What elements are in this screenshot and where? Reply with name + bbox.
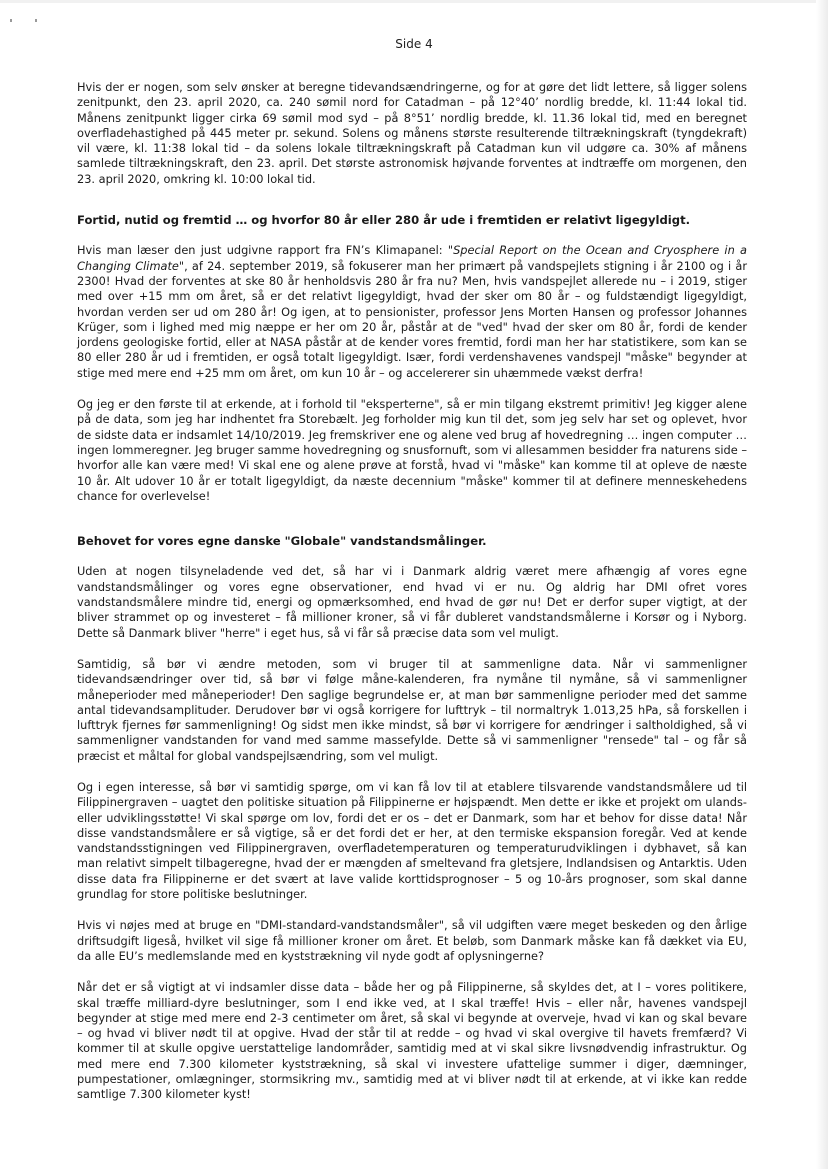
paragraph-zenith-calculation: Hvis der er nogen, som selv ønsker at beregne tidevandsændringerne, og for at gøre det lidt lettere, så ligger solens zenitpunkt, den 23. april 2020, ca. 240 sømil nord for Catadman – på 12°40’ nordlig bredde, kl. 11:44 lokal tid. Månens zenitpunkt ligger cirka 69 sømil mod syd – på 8°51’ nordlig bredde, kl. 11.36 lokal tid, med en beregnet overfladehastighed på 445 meter pr. sekund. Solens og månens største resulterende tiltrækningskraft (tyngdekraft) vil være, kl. 11:38 lokal tid – da solens lokale tiltrækningskraft på Catadman kun vil udgøre ca. 30% af månens samlede tiltrækningskraft, den 23. april. Det største astronomisk højvande forventes at indtræffe om morgenen, den 23. april 2020, omkring kl. 10:00 lokal tid. (77, 80, 747, 186)
scan-speck (10, 19, 12, 22)
paragraph-method-change: Samtidig, så bør vi ændre metoden, som vi bruger til at sammenligne data. Når vi sammenligner tidevandsændringer over tid, så bør vi følge måne-kalenderen, fra nymåne til nymåne, så vi sammenligner måneperioder med måneperioder! Den saglige begrundelse er, at man bør sammenligne perioder med det samme antal tidevandsamplituder. Derudover bør vi også korrigere for lufttryk – til normaltryk 1.013,25 hPa, så forskellen i lufttryk fjernes før sammenligning! Og sidst men ikke mindst, så bør vi korrigere for ændringer i saltholdighed, så vi sammenligner vandstanden for vand med samme massefylde. Dette så vi sammenligner "rensede" tal – og får så præcist et måltal for global vandspejlsændring, som vel muligt. (77, 656, 747, 763)
paragraph-philippine-trench: Og i egen interesse, så bør vi samtidig spørge, om vi kan få lov til at etablere tilsvarende vandstandsmålere ud til Filippinergraven – uagtet den politiske situation på Filippinerne er højspændt. Men dette er ikke et projekt om ulands- eller udviklingsstøtte! Vi skal spørge om lov, fordi det er os – det er Danmark, som har et behov for disse data! Når disse vandstandsmålere er så vigtige, så er det fordi det er her, at den termiske ekspansion foregår. Ved at kende vandstandsstigningen ved Filippinergraven, overfladetemperaturen og temperaturudviklingen i dybhavet, så kan man relativt simpelt tilbageregne, hvad der er mængden af smeltevand fra gletsjere, Indlandsisen og Antarktis. Uden disse data fra Filippinerne er det svært at lave valide korttidsprognoser – 5 og 10-års prognoser, som skal danne grundlag for store politiske beslutninger. (77, 779, 747, 902)
page-number: Side 4 (395, 37, 433, 51)
document-body (77, 80, 747, 1103)
scan-top-edge (0, 0, 828, 3)
paragraph-ipcc-report: Hvis man læser den just udgivne rapport fra FN’s Klimapanel: "Special Report on the Ocean and Cryosphere in a Changing Climate", af 24. september 2019, så fokuserer man her primært på vandspejlets stigning i år 2100 og i år 2300! Hvad der forventes at ske 80 år henholdsvis 280 år fra nu? Men, hvis vandspejlet allerede nu – i 2019, stiger med over +15 mm om året, så er det relativt ligegyldigt, hvad der sker om 80 år – og fuldstændigt ligegyldigt, hvordan verden ser ud om 280 år! Og igen, at to pensionister, professor Jens Morten Hansen og professor Johannes Krüger, som i lighed med mig næppe er her om 20 år, påstår at de "ved" hvad der sker om 80 år, fordi de kender jordens geologiske fortid, eller at NASA påstår at de kender vores fremtid, fordi man her har statistikere, som kan se 80 eller 280 år ud i fremtiden, er også totalt ligegyldigt. Især, fordi verdenshavenes vandspejl "måske" begynder at stige med mere end +25 mm om året, om kun 10 år – og accelererer sin uhæmmede vækst derfra! (77, 243, 747, 380)
paragraph-costs: Hvis vi nøjes med at bruge en "DMI-standard-vandstandsmåler", så vil udgiften være meget beskeden og den årlige driftsudgift ligeså, hvilket vil sige få millioner kroner om året. Et beløb, som Danmark måske kan få dækket via EU, da alle EU’s medlemslande med en kyststrækning vil nyde godt af oplysningerne? (77, 918, 747, 963)
scan-speck (35, 19, 37, 22)
section-heading-danish-measurements: Behovet for vores egne danske "Globale" vandstandsmålinger. (77, 534, 487, 549)
section-heading-past-present-future: Fortid, nutid og fremtid … og hvorfor 80 år eller 280 år ude i fremtiden er relativt ligegyldigt. (77, 213, 691, 228)
paragraph-political-decisions: Når det er så vigtigt at vi indsamler disse data – både her og på Filippinerne, så skyldes det, at I – vores politikere, skal træffe milliard-dyre beslutninger, som I end ikke ved, at I skal træffe! Hvis – eller når, havenes vandspejl begynder at stige med mere end 2-3 centimeter om året, så skal vi begynde at overveje, hvad vi kan og skal bevare – og hvad vi bliver nødt til at opgive. Hvad der står til at redde – og hvad vi skal overgive til havets fremfærd? Vi kommer til at skulle opgive uerstattelige landområder, samtidig med at vi skal sikre livsnødvendig infrastruktur. Og med mere end 7.300 kilometer kyststrækning, så skal vi investere ufattelige summer i diger, dæmninger, pumpestationer, omlægninger, stormsikring mv., samtidig med at vi bliver nødt til at erkende, at vi ikke kan redde samtlige 7.300 kilometer kyst! (77, 980, 747, 1102)
report-title: "Special Report on the Ocean and Cryosphere in a Changing Climate" (77, 243, 747, 273)
paragraph-primitive-approach: Og jeg er den første til at erkende, at i forhold til "eksperterne", så er min tilgang ekstremt primitiv! Jeg kigger alene på de data, som jeg har indhentet fra Storebælt. Jeg forholder mig kun til det, som jeg selv har set og oplevet, hvor de sidste data er indsamlet 14/10/2019. Jeg fremskriver ene og alene ved brug af hovedregning … ingen computer … ingen lommeregner. Jeg bruger samme hovedregning og snusfornuft, som vi allesammen besidder fra naturens side – hvorfor alle kan være med! Vi skal ene og alene prøve at forstå, hvad vi "måske" kan komme til at opleve de næste 10 år. Alt udover 10 år er totalt ligegyldigt, da næste decennium "måske" kommer til at definere menneskehedens chance for overlevelse! (77, 397, 747, 503)
paragraph-dmi-gauges: Uden at nogen tilsyneladende ved det, så har vi i Danmark aldrig været mere afhængig af vores egne vandstandsmålinger og vores egne observationer, end hvad vi er nu. Og aldrig har DMI ofret vores vandstandsmålere mindre tid, energi og opmærksomhed, end hvad de gør nu! Det er derfor super vigtigt, at der bliver strammet op og investeret – få millioner kroner, så vi får dubleret vandstandsmålerne i Korsør og i Nyborg. Dette så Danmark bliver "herre" i eget hus, så vi får så præcise data som vel muligt. (77, 564, 747, 640)
scan-right-edge (816, 0, 828, 1169)
